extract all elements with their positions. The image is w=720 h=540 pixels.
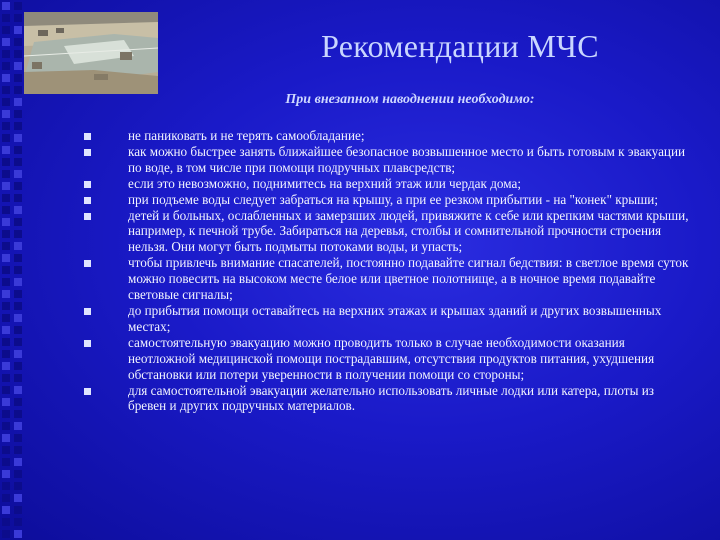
decorative-square	[14, 470, 22, 478]
list-item-text: не паниковать и не терять самообладание;	[128, 128, 365, 143]
decorative-square	[14, 98, 22, 106]
decorative-square	[2, 2, 10, 10]
decorative-square	[2, 290, 10, 298]
decorative-square	[14, 530, 22, 538]
decorative-square	[2, 98, 10, 106]
decorative-square	[14, 26, 22, 34]
decorative-square	[2, 398, 10, 406]
square-bullet-icon	[84, 213, 91, 220]
decorative-square	[2, 230, 10, 238]
decorative-square	[14, 386, 22, 394]
decorative-square	[2, 362, 10, 370]
decorative-square	[14, 158, 22, 166]
decorative-square	[14, 182, 22, 190]
decorative-square	[14, 326, 22, 334]
decorative-square	[2, 338, 10, 346]
decorative-square	[14, 314, 22, 322]
decorative-square	[2, 74, 10, 82]
decorative-square	[2, 482, 10, 490]
decorative-square	[14, 146, 22, 154]
list-item-text: самостоятельную эвакуацию можно проводить только в случае необходимости оказания неотложной медицинской помощи пострадавшим, отсутствия продуктов питания, ухудшения обстановки или потери уверенности в получении помощи со стороны;	[128, 334, 655, 382]
decorative-square	[14, 494, 22, 502]
decorative-square	[14, 518, 22, 526]
decorative-square	[14, 50, 22, 58]
decorative-square	[14, 290, 22, 298]
square-bullet-icon	[84, 388, 91, 395]
decorative-square	[14, 410, 22, 418]
list-item-text: детей и больных, ослабленных и замерзших людей, привяжите к себе или крепким частями крыши, например, к печной трубе. Забираться на деревья, столбы и сомнительной прочности строения нельзя. Они могут быть подмыты потоками воды, и упасть;	[128, 207, 689, 255]
decorative-square	[14, 254, 22, 262]
decorative-square	[14, 194, 22, 202]
decorative-square	[14, 302, 22, 310]
list-item-text: для самостоятельной эвакуации желательно использовать личные лодки или катера, плоты из бревен и других подручных материалов.	[128, 382, 654, 414]
decorative-square	[2, 254, 10, 262]
list-item	[84, 128, 690, 144]
slide-title: Рекомендации МЧС	[321, 28, 599, 64]
decorative-square	[14, 266, 22, 274]
decorative-square	[2, 182, 10, 190]
square-bullet-icon	[84, 149, 91, 156]
decorative-square	[2, 470, 10, 478]
decorative-square	[2, 218, 10, 226]
list-item-text: при подъеме воды следует забраться на крышу, а при ее резком прибытии - на "конек" крыши;	[128, 191, 658, 207]
decorative-square	[2, 266, 10, 274]
decorative-square	[2, 206, 10, 214]
decorative-square	[14, 350, 22, 358]
decorative-square	[14, 458, 22, 466]
decorative-square	[2, 38, 10, 46]
square-bullet-icon	[84, 133, 91, 140]
list-item	[84, 383, 690, 415]
flood-photo	[24, 12, 158, 94]
decorative-square	[2, 242, 10, 250]
list-item	[84, 335, 690, 383]
decorative-square	[2, 314, 10, 322]
decorative-square	[2, 326, 10, 334]
decorative-square	[2, 110, 10, 118]
list-item-text: до прибытия помощи оставайтесь на верхних этажах и крышах зданий и других возвышенных местах;	[128, 302, 662, 334]
decorative-square	[2, 14, 10, 22]
decorative-square	[14, 362, 22, 370]
square-bullet-icon	[84, 197, 91, 204]
list-item	[84, 255, 690, 303]
decorative-square	[14, 170, 22, 178]
decorative-square	[2, 410, 10, 418]
list-item	[84, 144, 690, 176]
list-item-text: чтобы привлечь внимание спасателей, постоянно подавайте сигнал бедствия: в светлое время суток можно повесить на высоком месте белое или цветное полотнище, а в ночное время подавайте световые сигналы;	[128, 255, 689, 303]
decorative-square	[2, 50, 10, 58]
flood-photo-image	[24, 12, 158, 94]
decorative-square	[2, 86, 10, 94]
decorative-square	[2, 422, 10, 430]
list-item	[84, 192, 690, 208]
decorative-square	[2, 134, 10, 142]
square-bullet-icon	[84, 340, 91, 347]
decorative-square	[2, 170, 10, 178]
decorative-square	[14, 218, 22, 226]
decorative-square	[2, 374, 10, 382]
decorative-square	[14, 230, 22, 238]
decorative-square	[14, 110, 22, 118]
decorative-square	[2, 446, 10, 454]
decorative-square	[14, 206, 22, 214]
decorative-square	[14, 242, 22, 250]
decorative-square	[14, 506, 22, 514]
decorative-square	[2, 434, 10, 442]
decorative-square	[14, 62, 22, 70]
square-bullet-icon	[84, 308, 91, 315]
decorative-square	[14, 38, 22, 46]
decorative-square	[14, 74, 22, 82]
decorative-square	[14, 122, 22, 130]
recommendations-list	[84, 128, 690, 414]
decorative-square	[2, 386, 10, 394]
decorative-square	[14, 434, 22, 442]
decorative-square	[2, 302, 10, 310]
list-item-text: если это невозможно, поднимитесь на верхний этаж или чердак дома;	[128, 175, 522, 191]
list-item	[84, 176, 690, 192]
square-bullet-icon	[84, 260, 91, 267]
decorative-square	[14, 338, 22, 346]
list-item	[84, 208, 690, 256]
decorative-square	[14, 446, 22, 454]
decorative-square	[2, 26, 10, 34]
list-item	[84, 303, 690, 335]
decorative-square	[2, 146, 10, 154]
decorative-square	[14, 14, 22, 22]
square-bullet-icon	[84, 181, 91, 188]
decorative-square	[14, 398, 22, 406]
decorative-square	[14, 278, 22, 286]
decorative-square	[2, 458, 10, 466]
decorative-square	[2, 278, 10, 286]
decorative-square	[14, 2, 22, 10]
decorative-square	[2, 158, 10, 166]
decorative-square	[2, 518, 10, 526]
decorative-square	[2, 122, 10, 130]
decorative-square	[2, 194, 10, 202]
decorative-square-strip	[0, 0, 24, 540]
decorative-square	[2, 350, 10, 358]
decorative-square	[14, 86, 22, 94]
decorative-square	[2, 506, 10, 514]
slide-subtitle: При внезапном наводнении необходимо:	[285, 92, 535, 107]
decorative-square	[2, 494, 10, 502]
decorative-square	[2, 62, 10, 70]
decorative-square	[2, 530, 10, 538]
decorative-square	[14, 374, 22, 382]
list-item-text: как можно быстрее занять ближайшее безопасное возвышенное место и быть готовым к эвакуации по воде, в том числе при помощи подручных плавсредств;	[128, 143, 686, 175]
decorative-square	[14, 134, 22, 142]
decorative-square	[14, 422, 22, 430]
decorative-square	[14, 482, 22, 490]
